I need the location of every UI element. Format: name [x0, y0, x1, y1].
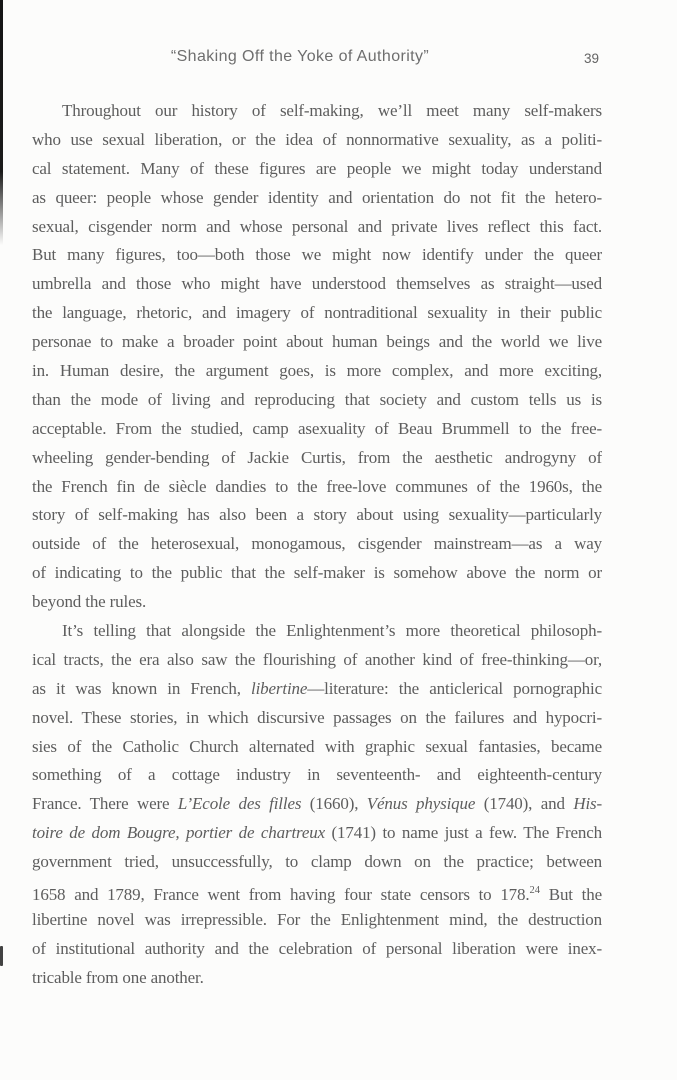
text-line: Throughout our history of self-making, we’ll meet many self-makers	[62, 101, 602, 120]
text-line: the French fin de siècle dandies to the free-love communes of the 1960s, the	[32, 476, 602, 496]
text-line: ical tracts, the era also saw the flourishing of another kind of free-thinking—or,	[32, 649, 602, 669]
text-line: acceptable. From the studied, camp asexuality of Beau Brummell to the free-	[32, 418, 602, 438]
scan-mark-artifact	[0, 946, 3, 966]
text-line: as queer: people whose gender identity and orientation do not fit the hetero-	[32, 187, 602, 207]
text-line: personae to make a broader point about human beings and the world we live	[32, 332, 602, 352]
text-line: story of self-making has also been a story about using sexuality—particularly	[32, 505, 602, 525]
text-line: something of a cottage industry in seventeenth- and eighteenth-century	[32, 765, 602, 785]
text-line: the language, rhetoric, and imagery of nontraditional sexuality in their public	[32, 303, 602, 323]
running-header-title: “Shaking Off the Yoke of Authority”	[170, 48, 430, 65]
text-line: cal statement. Many of these figures are people we might today understand	[32, 158, 602, 178]
text-line: But many figures, too—both those we might now identify under the queer	[32, 245, 602, 265]
text-line: It’s telling that alongside the Enlightenment’s more theoretical philosoph-	[62, 621, 602, 641]
text-line: of indicating to the public that the self-maker is somehow above the norm or	[32, 563, 602, 583]
text-line: outside of the heterosexual, monogamous, cisgender mainstream—as a way	[32, 534, 602, 554]
page-number: 39	[584, 51, 600, 66]
text-line: in. Human desire, the argument goes, is more complex, and more exciting,	[32, 361, 602, 381]
text-line: France. There were L’Ecole des filles (1660), Vénus physique (1740), and His-	[32, 794, 602, 814]
text-line: government tried, unsuccessfully, to clamp down on the practice; between	[32, 852, 602, 872]
text-line: who use sexual liberation, or the idea of nonnormative sexuality, as a politi-	[32, 129, 602, 149]
text-line: tricable from one another.	[32, 967, 204, 987]
text-line: sexual, cisgender norm and whose personal and private lives reflect this fact.	[32, 216, 602, 236]
text-line: novel. These stories, in which discursive passages on the failures and hypocri-	[32, 707, 602, 727]
text-line: 1658 and 1789, France went from having four state censors to 178.24 But the	[32, 885, 602, 905]
text-line: sies of the Catholic Church alternated with graphic sexual fantasies, became	[32, 736, 602, 756]
text-line: libertine novel was irrepressible. For the Enlightenment mind, the destruction	[32, 909, 602, 929]
body-text	[32, 97, 602, 993]
text-line: of institutional authority and the celebration of personal liberation were inex-	[32, 938, 602, 958]
scan-edge-artifact	[0, 0, 3, 245]
text-line: than the mode of living and reproducing that society and custom tells us is	[32, 389, 602, 409]
text-line: beyond the rules.	[32, 592, 147, 612]
text-line: toire de dom Bougre, portier de chartreux (1741) to name just a few. The French	[32, 823, 602, 843]
text-line: umbrella and those who might have understood themselves as straight—used	[32, 274, 602, 294]
text-line: as it was known in French, libertine—literature: the anticlerical pornographic	[32, 678, 602, 698]
text-line: wheeling gender-bending of Jackie Curtis, from the aesthetic androgyny of	[32, 447, 602, 467]
